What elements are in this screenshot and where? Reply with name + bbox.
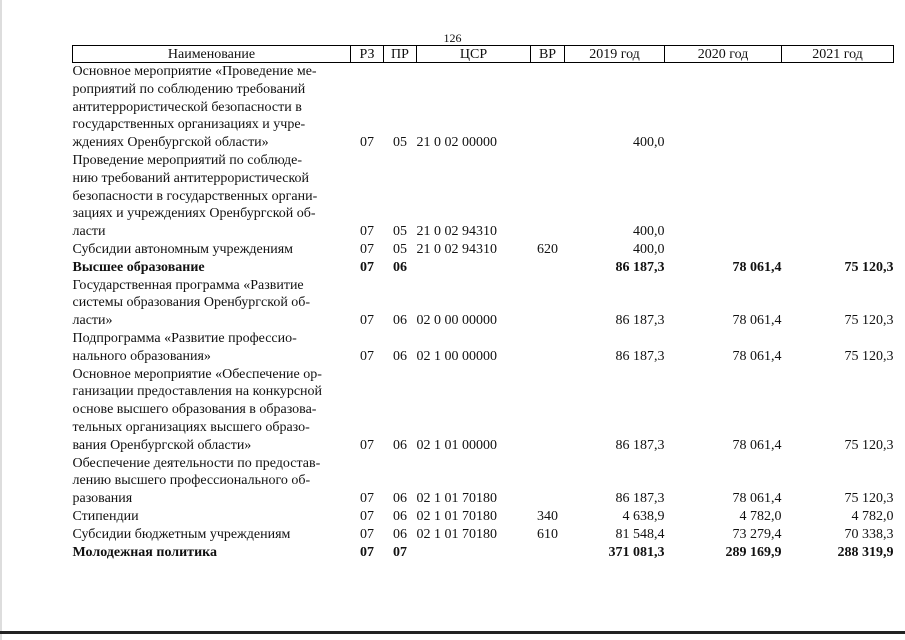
row-pr: 07 bbox=[393, 544, 407, 560]
table-row bbox=[73, 152, 894, 241]
row-2020: 78 061,4 bbox=[732, 348, 782, 364]
name-line: Государственная программа «Развитие bbox=[72, 277, 304, 293]
row-csr: 02 1 01 00000 bbox=[416, 437, 497, 453]
row-pr: 05 bbox=[393, 135, 407, 151]
row-2019: 400,0 bbox=[633, 224, 665, 240]
row-csr bbox=[417, 544, 531, 562]
header-2021: 2021 год bbox=[782, 46, 894, 63]
name-line: Подпрограмма «Развитие профессио- bbox=[72, 330, 297, 346]
row-2020 bbox=[665, 241, 782, 259]
name-line: безопасности в государственных органи- bbox=[72, 188, 318, 204]
name-line: Основное мероприятие «Обеспечение ор- bbox=[72, 366, 322, 382]
table-row bbox=[73, 508, 894, 526]
row-2021: 288 319,9 bbox=[837, 544, 894, 560]
row-2019: 86 187,3 bbox=[615, 259, 665, 275]
header-csr: ЦСР bbox=[417, 46, 531, 63]
name-line: Субсидии бюджетным учреждениям bbox=[72, 526, 291, 542]
row-csr: 02 1 01 70180 bbox=[416, 508, 497, 524]
row-name bbox=[73, 455, 351, 508]
row-vr bbox=[531, 330, 565, 366]
row-rz: 07 bbox=[360, 526, 374, 542]
row-2021: 75 120,3 bbox=[844, 313, 894, 329]
row-vr bbox=[531, 152, 565, 241]
table-row bbox=[73, 277, 894, 330]
row-name bbox=[73, 330, 351, 366]
name-line: Обеспечение деятельности по предостав- bbox=[72, 455, 321, 471]
row-rz: 07 bbox=[360, 544, 374, 560]
row-rz: 07 bbox=[360, 491, 374, 507]
row-csr: 02 1 01 70180 bbox=[416, 491, 497, 507]
name-line: Проведение мероприятий по соблюде- bbox=[72, 152, 303, 168]
row-name bbox=[73, 366, 351, 455]
row-vr bbox=[531, 366, 565, 455]
row-2021 bbox=[782, 63, 894, 152]
table-row bbox=[73, 366, 894, 455]
table-row-section bbox=[73, 259, 894, 277]
row-rz: 07 bbox=[360, 313, 374, 329]
page-number: 126 bbox=[443, 31, 462, 45]
row-2020: 289 169,9 bbox=[725, 544, 782, 560]
row-rz: 07 bbox=[360, 135, 374, 151]
row-name bbox=[73, 508, 351, 526]
row-rz: 07 bbox=[360, 437, 374, 453]
row-2020 bbox=[665, 152, 782, 241]
name-line: ждениях Оренбургской области» bbox=[72, 135, 269, 151]
header-2020: 2020 год bbox=[665, 46, 782, 63]
row-2019: 4 638,9 bbox=[622, 508, 665, 524]
row-2021: 75 120,3 bbox=[844, 491, 894, 507]
budget-table bbox=[72, 45, 894, 561]
row-name bbox=[73, 259, 351, 277]
table-row bbox=[73, 526, 894, 544]
row-2020: 78 061,4 bbox=[732, 491, 782, 507]
row-2020: 73 279,4 bbox=[732, 526, 782, 542]
row-vr bbox=[531, 544, 565, 562]
row-vr bbox=[531, 455, 565, 508]
row-name bbox=[73, 241, 351, 259]
header-name: Наименование bbox=[73, 46, 351, 63]
row-name bbox=[73, 152, 351, 241]
name-line: Основное мероприятие «Проведение ме- bbox=[72, 64, 317, 79]
table-row-section bbox=[73, 544, 894, 562]
row-2020: 78 061,4 bbox=[732, 437, 782, 453]
name-line: ласти» bbox=[72, 313, 113, 329]
row-vr bbox=[531, 277, 565, 330]
row-2021: 75 120,3 bbox=[844, 259, 894, 275]
row-vr bbox=[531, 259, 565, 277]
row-rz: 07 bbox=[360, 259, 374, 275]
row-pr: 06 bbox=[393, 526, 407, 542]
name-line: системы образования Оренбургской об- bbox=[72, 295, 311, 311]
row-2021: 75 120,3 bbox=[844, 437, 894, 453]
row-pr: 05 bbox=[393, 241, 407, 257]
row-2019: 400,0 bbox=[633, 241, 665, 257]
row-name bbox=[73, 526, 351, 544]
row-2019: 86 187,3 bbox=[615, 491, 665, 507]
row-2019: 86 187,3 bbox=[615, 313, 665, 329]
scan-left-edge bbox=[0, 0, 2, 640]
row-pr: 05 bbox=[393, 224, 407, 240]
row-2020: 78 061,4 bbox=[732, 259, 782, 275]
row-2021 bbox=[782, 241, 894, 259]
row-name bbox=[73, 277, 351, 330]
row-rz: 07 bbox=[360, 508, 374, 524]
row-csr: 02 0 00 00000 bbox=[416, 313, 497, 329]
row-vr: 610 bbox=[537, 526, 558, 542]
row-rz: 07 bbox=[360, 348, 374, 364]
name-line: Стипендии bbox=[72, 508, 139, 524]
name-line: нию требований антитеррористической bbox=[72, 170, 310, 186]
table-row bbox=[73, 330, 894, 366]
name-line: роприятий по соблюдению требований bbox=[72, 81, 306, 97]
row-csr: 21 0 02 00000 bbox=[416, 135, 497, 151]
header-rz: РЗ bbox=[351, 46, 384, 63]
row-rz: 07 bbox=[360, 241, 374, 257]
name-line: нального образования» bbox=[72, 348, 211, 364]
row-2020 bbox=[665, 63, 782, 152]
row-2021: 75 120,3 bbox=[844, 348, 894, 364]
name-line: Субсидии автономным учреждениям bbox=[72, 241, 294, 257]
row-csr bbox=[417, 259, 531, 277]
row-vr: 340 bbox=[537, 508, 558, 524]
table-row bbox=[73, 455, 894, 508]
name-line: ласти bbox=[72, 224, 106, 240]
name-line: ганизации предоставления на конкурсной bbox=[72, 384, 323, 400]
name-line: зациях и учреждениях Оренбургской об- bbox=[72, 206, 316, 222]
row-name bbox=[73, 544, 351, 562]
row-2020: 4 782,0 bbox=[739, 508, 782, 524]
table-header-row bbox=[73, 46, 894, 63]
row-rz: 07 bbox=[360, 224, 374, 240]
header-2019: 2019 год bbox=[565, 46, 665, 63]
name-line: Молодежная политика bbox=[72, 544, 217, 560]
name-line: лению высшего профессионального об- bbox=[72, 473, 311, 489]
row-2019: 371 081,3 bbox=[608, 544, 665, 560]
row-pr: 06 bbox=[393, 348, 407, 364]
row-2021 bbox=[782, 152, 894, 241]
table-row bbox=[73, 241, 894, 259]
row-csr: 21 0 02 94310 bbox=[416, 241, 497, 257]
row-csr: 21 0 02 94310 bbox=[416, 224, 497, 240]
row-pr: 06 bbox=[393, 437, 407, 453]
row-csr: 02 1 01 70180 bbox=[416, 526, 497, 542]
row-2020: 78 061,4 bbox=[732, 313, 782, 329]
header-vr: ВР bbox=[531, 46, 565, 63]
row-csr: 02 1 00 00000 bbox=[416, 348, 497, 364]
name-line: антитеррористической безопасности в bbox=[72, 99, 302, 115]
row-pr: 06 bbox=[393, 259, 407, 275]
row-name bbox=[73, 63, 351, 152]
row-2021: 70 338,3 bbox=[844, 526, 894, 542]
row-2019: 86 187,3 bbox=[615, 348, 665, 364]
row-2021: 4 782,0 bbox=[851, 508, 894, 524]
name-line: основе высшего образования в образова- bbox=[72, 402, 317, 418]
row-2019: 86 187,3 bbox=[615, 437, 665, 453]
header-pr: ПР bbox=[384, 46, 417, 63]
row-pr: 06 bbox=[393, 508, 407, 524]
row-2019: 400,0 bbox=[633, 135, 665, 151]
name-line: государственных организациях и учре- bbox=[72, 117, 306, 133]
scan-bottom-edge bbox=[0, 631, 905, 634]
name-line: тельных организациях высшего образо- bbox=[72, 419, 310, 435]
row-2019: 81 548,4 bbox=[615, 526, 665, 542]
table-row bbox=[73, 63, 894, 152]
row-pr: 06 bbox=[393, 491, 407, 507]
row-pr: 06 bbox=[393, 313, 407, 329]
row-vr bbox=[531, 63, 565, 152]
row-vr: 620 bbox=[537, 241, 558, 257]
name-line: Высшее образование bbox=[72, 259, 205, 275]
name-line: вания Оренбургской области» bbox=[72, 437, 252, 453]
name-line: разования bbox=[72, 491, 133, 507]
